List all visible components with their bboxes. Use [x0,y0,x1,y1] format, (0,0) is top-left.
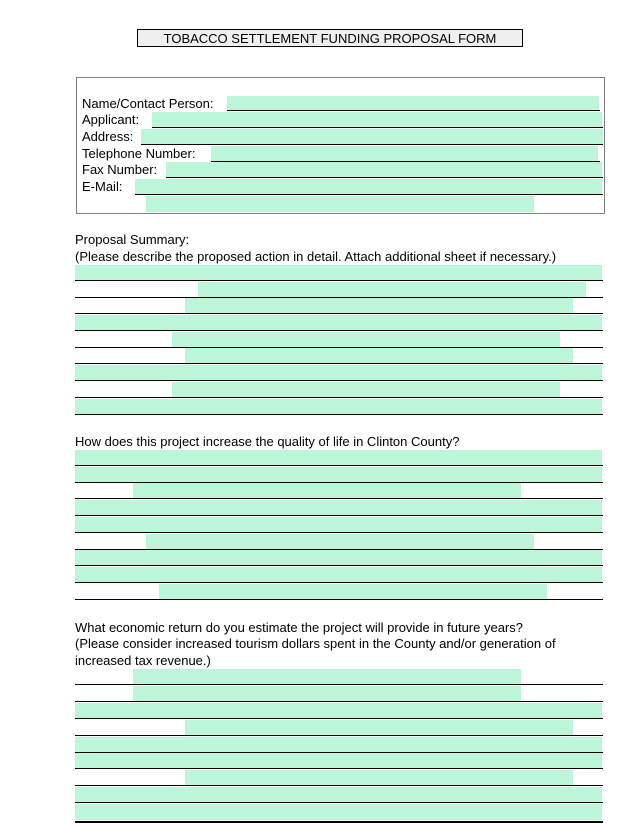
name-contact-label: Name/Contact Person: [82,96,214,111]
economic-note-line2: increased tax revenue.) [75,653,211,668]
quality-field[interactable] [75,450,602,465]
summary-field[interactable] [172,332,560,347]
fax-label: Fax Number: [82,162,158,177]
quality-field[interactable] [133,483,521,498]
email-label: E-Mail: [82,179,123,194]
summary-field[interactable] [75,365,602,380]
summary-heading: Proposal Summary: [75,232,190,247]
economic-field[interactable] [75,703,602,718]
economic-field[interactable] [75,804,602,820]
summary-line [75,363,603,364]
telephone-field[interactable] [211,146,598,161]
quality-field[interactable] [75,517,602,532]
economic-field[interactable] [75,753,602,768]
telephone-label: Telephone Number: [82,146,196,161]
email-underline [135,194,603,195]
quality-field[interactable] [75,550,602,565]
fax-field[interactable] [166,162,602,177]
summary-line [75,397,603,398]
economic-field[interactable] [133,686,521,701]
quality-field[interactable] [159,584,547,599]
summary-field[interactable] [185,348,573,363]
applicant-label: Applicant: [82,112,140,127]
summary-line [75,313,603,314]
summary-line [75,280,603,281]
summary-field[interactable] [75,265,602,280]
quality-field[interactable] [146,534,534,549]
address-underline [141,144,603,145]
economic-line [75,785,603,786]
email-field-continuation[interactable] [146,196,534,212]
form-title: TOBACCO SETTLEMENT FUNDING PROPOSAL FORM [137,29,523,47]
economic-line [75,735,603,736]
address-field[interactable] [141,129,603,144]
quality-field[interactable] [75,500,602,515]
name-contact-underline [227,110,600,111]
quality-line [75,498,603,499]
economic-field[interactable] [185,720,573,735]
fax-underline [166,177,603,178]
economic-field[interactable] [133,669,521,684]
quality-line [75,599,603,600]
summary-field[interactable] [75,399,602,414]
quality-line [75,582,603,583]
email-field[interactable] [135,179,602,194]
address-label: Address: [82,129,134,144]
name-contact-field[interactable] [227,96,599,111]
economic-line [75,821,603,823]
summary-field[interactable] [172,382,560,397]
applicant-field[interactable] [152,112,602,127]
summary-line [75,414,603,415]
economic-field[interactable] [75,787,602,802]
quality-line [75,565,603,566]
summary-line [75,330,603,331]
economic-note-line1: (Please consider increased tourism dollars spent in the County and/or generation of [75,636,556,651]
summary-field[interactable] [185,298,573,313]
quality-field[interactable] [75,567,602,582]
quality-field[interactable] [75,467,602,482]
quality-question: How does this project increase the quality of life in Clinton County? [75,434,460,449]
economic-question: What economic return do you estimate the project will provide in future years? [75,620,523,635]
summary-field[interactable] [198,282,586,297]
summary-instructions: (Please describe the proposed action in detail. Attach additional sheet if necessary.) [75,249,557,264]
economic-line [75,701,603,702]
economic-field[interactable] [75,737,602,752]
economic-line [75,684,603,685]
summary-line [75,380,603,381]
quality-line [75,532,603,533]
applicant-underline [152,127,603,128]
summary-field[interactable] [75,315,602,330]
quality-line [75,515,603,516]
economic-line [75,718,603,719]
economic-field[interactable] [185,770,573,785]
quality-line [75,465,603,466]
economic-line [75,802,603,803]
economic-line [75,768,603,769]
